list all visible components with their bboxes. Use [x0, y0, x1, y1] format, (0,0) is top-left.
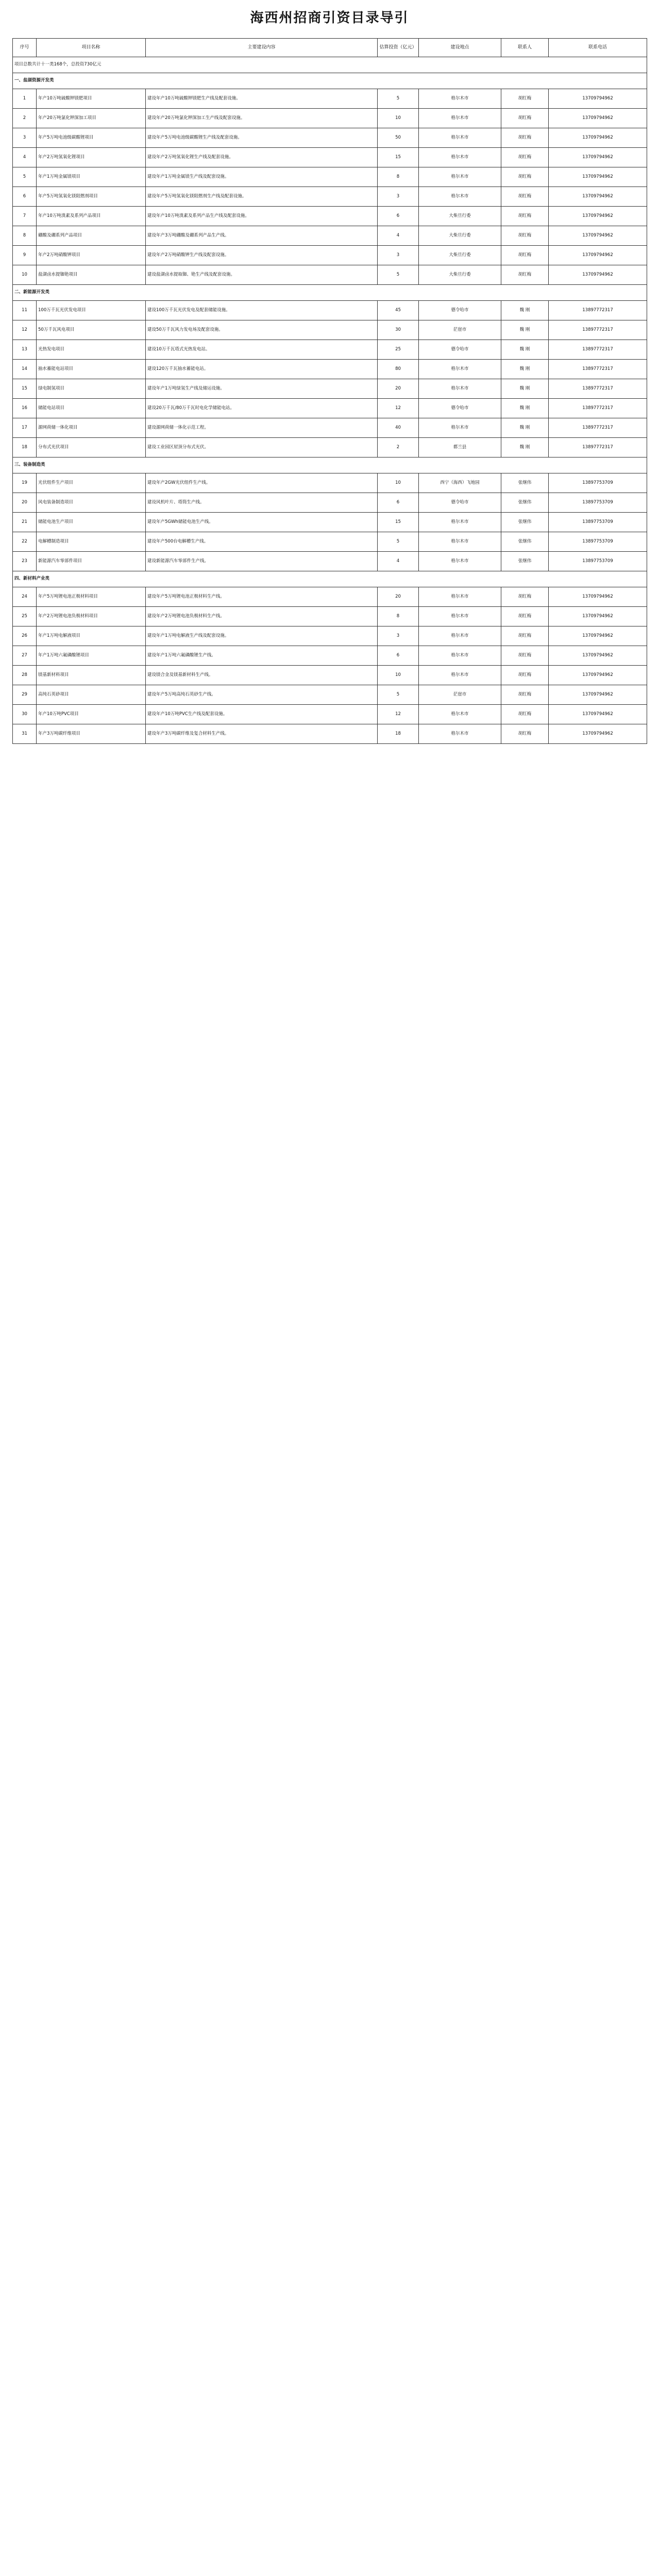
cell-contact: 胡红梅 — [501, 265, 549, 285]
cell-invest: 20 — [378, 587, 419, 607]
cell-place: 格尔木市 — [419, 148, 501, 167]
cell-no: 25 — [13, 607, 37, 626]
cell-no: 21 — [13, 513, 37, 532]
cell-content: 建设年产5万吨氢氧化镁阻燃剂生产线及配套设施。 — [146, 187, 378, 207]
cell-no: 26 — [13, 626, 37, 646]
cell-no: 1 — [13, 89, 37, 109]
cell-content: 建设10万千瓦塔式光热发电站。 — [146, 340, 378, 360]
cell-place: 格尔木市 — [419, 587, 501, 607]
cell-no: 10 — [13, 265, 37, 285]
cell-contact: 胡红梅 — [501, 246, 549, 265]
cell-no: 16 — [13, 399, 37, 418]
cell-contact: 魏 刚 — [501, 438, 549, 457]
cell-no: 12 — [13, 320, 37, 340]
cell-invest: 5 — [378, 532, 419, 552]
section-title: 三、装备制造类 — [13, 457, 647, 473]
header-place: 建设地点 — [419, 39, 501, 57]
cell-place: 格尔木市 — [419, 552, 501, 571]
table-row — [13, 438, 647, 457]
cell-invest: 6 — [378, 646, 419, 666]
cell-invest: 45 — [378, 301, 419, 320]
cell-invest: 8 — [378, 607, 419, 626]
cell-place: 格尔木市 — [419, 187, 501, 207]
cell-contact: 胡红梅 — [501, 587, 549, 607]
cell-invest: 2 — [378, 438, 419, 457]
cell-content: 建设盐湖卤水提取铷、铯生产线及配套设施。 — [146, 265, 378, 285]
table-row — [13, 607, 647, 626]
cell-invest: 40 — [378, 418, 419, 438]
cell-place: 格尔木市 — [419, 705, 501, 724]
cell-no: 31 — [13, 724, 37, 744]
cell-phone: 13897753709 — [549, 473, 647, 493]
cell-phone: 13897772317 — [549, 418, 647, 438]
cell-invest: 5 — [378, 89, 419, 109]
cell-place: 大柴旦行委 — [419, 226, 501, 246]
cell-invest: 18 — [378, 724, 419, 744]
table-row — [13, 626, 647, 646]
cell-place: 西宁（海西）飞地园 — [419, 473, 501, 493]
section-row — [13, 285, 647, 301]
cell-place: 德令哈市 — [419, 301, 501, 320]
cell-invest: 12 — [378, 399, 419, 418]
table-row — [13, 301, 647, 320]
table-row — [13, 246, 647, 265]
cell-content: 建设风机叶片、塔筒生产线。 — [146, 493, 378, 513]
cell-contact: 胡红梅 — [501, 685, 549, 705]
cell-contact: 胡红梅 — [501, 89, 549, 109]
cell-no: 29 — [13, 685, 37, 705]
cell-contact: 魏 刚 — [501, 301, 549, 320]
cell-name: 硼酸及硼系列产品项目 — [37, 226, 146, 246]
table-row — [13, 187, 647, 207]
cell-contact: 魏 刚 — [501, 320, 549, 340]
cell-contact: 魏 刚 — [501, 379, 549, 399]
cell-invest: 20 — [378, 379, 419, 399]
cell-name: 光伏组件生产项目 — [37, 473, 146, 493]
cell-name: 年产1万吨金属镁项目 — [37, 167, 146, 187]
cell-place: 格尔木市 — [419, 167, 501, 187]
cell-invest: 10 — [378, 473, 419, 493]
table-header-row — [13, 39, 647, 57]
cell-content: 建设年产5万吨锂电池正极材料生产线。 — [146, 587, 378, 607]
cell-no: 30 — [13, 705, 37, 724]
table-row — [13, 646, 647, 666]
cell-place: 德令哈市 — [419, 493, 501, 513]
cell-phone: 13709794962 — [549, 148, 647, 167]
cell-no: 7 — [13, 207, 37, 226]
cell-content: 建设镁合金及镁基新材料生产线。 — [146, 666, 378, 685]
header-phone: 联系电话 — [549, 39, 647, 57]
cell-place: 格尔木市 — [419, 418, 501, 438]
investment-table — [12, 38, 647, 744]
cell-no: 8 — [13, 226, 37, 246]
cell-content: 建设工业园区屋顶分布式光伏。 — [146, 438, 378, 457]
section-title: 四、新材料产业类 — [13, 571, 647, 587]
page-title: 海西州招商引资目录导引 — [250, 10, 409, 26]
cell-phone: 13709794962 — [549, 666, 647, 685]
table-row — [13, 399, 647, 418]
cell-place: 大柴旦行委 — [419, 207, 501, 226]
cell-contact: 胡红梅 — [501, 666, 549, 685]
cell-content: 建设年产500台电解槽生产线。 — [146, 532, 378, 552]
cell-name: 电解槽制造项目 — [37, 532, 146, 552]
table-row — [13, 724, 647, 744]
cell-invest: 25 — [378, 340, 419, 360]
cell-place: 格尔木市 — [419, 724, 501, 744]
cell-content: 建设年产3万吨碳纤维及复合材料生产线。 — [146, 724, 378, 744]
cell-invest: 12 — [378, 705, 419, 724]
cell-contact: 胡红梅 — [501, 187, 549, 207]
table-row — [13, 418, 647, 438]
table-row — [13, 666, 647, 685]
cell-invest: 6 — [378, 207, 419, 226]
cell-no: 14 — [13, 360, 37, 379]
cell-place: 格尔木市 — [419, 379, 501, 399]
cell-no: 19 — [13, 473, 37, 493]
header-contact: 联系人 — [501, 39, 549, 57]
cell-content: 建设年产2万吨氢氧化锂生产线及配套设施。 — [146, 148, 378, 167]
cell-phone: 13897753709 — [549, 493, 647, 513]
cell-content: 建设年产10万吨PVC生产线及配套设施。 — [146, 705, 378, 724]
cell-contact: 胡红梅 — [501, 705, 549, 724]
cell-content: 建设年产3万吨硼酸及硼系列产品生产线。 — [146, 226, 378, 246]
table-row — [13, 493, 647, 513]
cell-place: 格尔木市 — [419, 513, 501, 532]
table-row — [13, 513, 647, 532]
cell-phone: 13709794962 — [549, 167, 647, 187]
cell-content: 建设年产1万吨电解液生产线及配套设施。 — [146, 626, 378, 646]
cell-phone: 13709794962 — [549, 89, 647, 109]
cell-phone: 13897772317 — [549, 438, 647, 457]
table-row — [13, 320, 647, 340]
cell-place: 大柴旦行委 — [419, 265, 501, 285]
section-row — [13, 571, 647, 587]
table-row — [13, 473, 647, 493]
cell-no: 3 — [13, 128, 37, 148]
cell-phone: 13709794962 — [549, 705, 647, 724]
cell-name: 抽水蓄能电站项目 — [37, 360, 146, 379]
table-row — [13, 532, 647, 552]
cell-contact: 魏 刚 — [501, 340, 549, 360]
cell-name: 年产1万吨电解液项目 — [37, 626, 146, 646]
cell-contact: 胡红梅 — [501, 148, 549, 167]
cell-content: 建设年产5万吨高纯石英砂生产线。 — [146, 685, 378, 705]
cell-place: 格尔木市 — [419, 666, 501, 685]
cell-contact: 胡红梅 — [501, 207, 549, 226]
cell-invest: 4 — [378, 552, 419, 571]
cell-place: 格尔木市 — [419, 646, 501, 666]
cell-contact: 魏 刚 — [501, 360, 549, 379]
table-row — [13, 128, 647, 148]
table-row — [13, 552, 647, 571]
table-row — [13, 705, 647, 724]
cell-contact: 胡红梅 — [501, 724, 549, 744]
cell-place: 茫崖市 — [419, 320, 501, 340]
table-row — [13, 148, 647, 167]
cell-contact: 胡红梅 — [501, 226, 549, 246]
cell-phone: 13897772317 — [549, 340, 647, 360]
cell-phone: 13709794962 — [549, 724, 647, 744]
cell-place: 格尔木市 — [419, 360, 501, 379]
cell-invest: 8 — [378, 167, 419, 187]
cell-content: 建设年产10万吨硫酸钾镁肥生产线及配套设施。 — [146, 89, 378, 109]
cell-phone: 13897753709 — [549, 552, 647, 571]
cell-no: 9 — [13, 246, 37, 265]
cell-name: 年产5万吨电池级碳酸锂项目 — [37, 128, 146, 148]
cell-place: 格尔木市 — [419, 532, 501, 552]
cell-no: 13 — [13, 340, 37, 360]
cell-invest: 10 — [378, 109, 419, 128]
header-invest: 估算投资（亿元） — [378, 39, 419, 57]
cell-place: 大柴旦行委 — [419, 246, 501, 265]
cell-phone: 13897753709 — [549, 513, 647, 532]
cell-phone: 13897772317 — [549, 320, 647, 340]
cell-place: 都兰县 — [419, 438, 501, 457]
cell-phone: 13897772317 — [549, 379, 647, 399]
cell-phone: 13709794962 — [549, 646, 647, 666]
cell-phone: 13709794962 — [549, 685, 647, 705]
cell-name: 风电装备制造项目 — [37, 493, 146, 513]
cell-name: 年产3万吨碳纤维项目 — [37, 724, 146, 744]
cell-contact: 张继伟 — [501, 493, 549, 513]
cell-name: 高纯石英砂项目 — [37, 685, 146, 705]
cell-content: 建设年产2GW光伏组件生产线。 — [146, 473, 378, 493]
cell-name: 100万千瓦光伏发电项目 — [37, 301, 146, 320]
cell-name: 绿电制氢项目 — [37, 379, 146, 399]
cell-content: 建设年产1万吨绿氢生产线及储运设施。 — [146, 379, 378, 399]
cell-phone: 13709794962 — [549, 207, 647, 226]
cell-contact: 胡红梅 — [501, 128, 549, 148]
cell-place: 德令哈市 — [419, 340, 501, 360]
cell-content: 建设源网荷储一体化示范工程。 — [146, 418, 378, 438]
table-row — [13, 265, 647, 285]
cell-name: 年产10万吨PVC项目 — [37, 705, 146, 724]
cell-content: 建设年产2万吨锂电池负极材料生产线。 — [146, 607, 378, 626]
table-row — [13, 226, 647, 246]
cell-place: 格尔木市 — [419, 89, 501, 109]
section-title: 一、盐湖资源开发类 — [13, 73, 647, 89]
table-row — [13, 340, 647, 360]
cell-contact: 魏 刚 — [501, 418, 549, 438]
table-row — [13, 167, 647, 187]
cell-invest: 30 — [378, 320, 419, 340]
cell-phone: 13897772317 — [549, 301, 647, 320]
table-row — [13, 379, 647, 399]
cell-no: 23 — [13, 552, 37, 571]
cell-phone: 13709794962 — [549, 246, 647, 265]
cell-name: 盐湖卤水提铷铯项目 — [37, 265, 146, 285]
cell-invest: 15 — [378, 513, 419, 532]
cell-contact: 张继伟 — [501, 532, 549, 552]
summary-row — [13, 57, 647, 73]
table-row — [13, 89, 647, 109]
cell-name: 源网荷储一体化项目 — [37, 418, 146, 438]
cell-no: 11 — [13, 301, 37, 320]
cell-phone: 13709794962 — [549, 109, 647, 128]
table-body — [13, 57, 647, 744]
cell-place: 格尔木市 — [419, 109, 501, 128]
cell-name: 年产10万吨溴素及系列产品项目 — [37, 207, 146, 226]
cell-name: 年产1万吨六氟磷酸锂项目 — [37, 646, 146, 666]
cell-no: 17 — [13, 418, 37, 438]
cell-no: 5 — [13, 167, 37, 187]
cell-name: 年产2万吨硝酸钾项目 — [37, 246, 146, 265]
cell-place: 格尔木市 — [419, 626, 501, 646]
table-row — [13, 685, 647, 705]
cell-phone: 13709794962 — [549, 187, 647, 207]
cell-no: 20 — [13, 493, 37, 513]
cell-name: 光热发电项目 — [37, 340, 146, 360]
cell-content: 建设年产20万吨氯化钾深加工生产线及配套设施。 — [146, 109, 378, 128]
table-row — [13, 109, 647, 128]
cell-content: 建设年产5GWh储能电池生产线。 — [146, 513, 378, 532]
cell-contact: 张继伟 — [501, 473, 549, 493]
cell-content: 建设20万千瓦/80万千瓦时电化学储能电站。 — [146, 399, 378, 418]
cell-name: 新能源汽车零部件项目 — [37, 552, 146, 571]
cell-name: 年产10万吨硫酸钾镁肥项目 — [37, 89, 146, 109]
cell-phone: 13709794962 — [549, 265, 647, 285]
cell-no: 24 — [13, 587, 37, 607]
cell-content: 建设年产5万吨电池级碳酸锂生产线及配套设施。 — [146, 128, 378, 148]
cell-name: 分布式光伏项目 — [37, 438, 146, 457]
cell-contact: 胡红梅 — [501, 607, 549, 626]
table-row — [13, 587, 647, 607]
cell-place: 德令哈市 — [419, 399, 501, 418]
header-content: 主要建设内容 — [146, 39, 378, 57]
cell-phone: 13897753709 — [549, 532, 647, 552]
cell-content: 建设年产1万吨六氟磷酸锂生产线。 — [146, 646, 378, 666]
cell-phone: 13709794962 — [549, 226, 647, 246]
cell-name: 镁基新材料项目 — [37, 666, 146, 685]
cell-no: 28 — [13, 666, 37, 685]
cell-content: 建设50万千瓦风力发电场及配套设施。 — [146, 320, 378, 340]
cell-name: 年产2万吨锂电池负极材料项目 — [37, 607, 146, 626]
cell-content: 建设年产2万吨硝酸钾生产线及配套设施。 — [146, 246, 378, 265]
cell-name: 储能电站项目 — [37, 399, 146, 418]
cell-invest: 3 — [378, 246, 419, 265]
cell-name: 年产5万吨锂电池正极材料项目 — [37, 587, 146, 607]
cell-contact: 胡红梅 — [501, 109, 549, 128]
cell-name: 年产20万吨氯化钾深加工项目 — [37, 109, 146, 128]
header-no: 序号 — [13, 39, 37, 57]
cell-invest: 3 — [378, 187, 419, 207]
cell-phone: 13709794962 — [549, 607, 647, 626]
cell-content: 建设新能源汽车零部件生产线。 — [146, 552, 378, 571]
cell-phone: 13709794962 — [549, 128, 647, 148]
cell-name: 年产5万吨氢氧化镁阻燃剂项目 — [37, 187, 146, 207]
cell-content: 建设年产1万吨金属镁生产线及配套设施。 — [146, 167, 378, 187]
cell-contact: 魏 刚 — [501, 399, 549, 418]
cell-invest: 80 — [378, 360, 419, 379]
cell-invest: 50 — [378, 128, 419, 148]
cell-contact: 胡红梅 — [501, 626, 549, 646]
cell-no: 18 — [13, 438, 37, 457]
summary-text: 项目总数共计十一类168个，总投资730亿元 — [13, 57, 647, 73]
header-name: 项目名称 — [37, 39, 146, 57]
cell-phone: 13709794962 — [549, 626, 647, 646]
table-row — [13, 207, 647, 226]
cell-phone: 13897772317 — [549, 360, 647, 379]
cell-place: 茫崖市 — [419, 685, 501, 705]
cell-contact: 张继伟 — [501, 513, 549, 532]
section-row — [13, 73, 647, 89]
section-title: 二、新能源开发类 — [13, 285, 647, 301]
cell-content: 建设100万千瓦光伏发电及配套储能设施。 — [146, 301, 378, 320]
cell-invest: 10 — [378, 666, 419, 685]
cell-invest: 15 — [378, 148, 419, 167]
cell-no: 22 — [13, 532, 37, 552]
cell-invest: 5 — [378, 265, 419, 285]
cell-no: 2 — [13, 109, 37, 128]
cell-phone: 13897772317 — [549, 399, 647, 418]
cell-invest: 5 — [378, 685, 419, 705]
cell-contact: 胡红梅 — [501, 167, 549, 187]
cell-content: 建设120万千瓦抽水蓄能电站。 — [146, 360, 378, 379]
cell-no: 6 — [13, 187, 37, 207]
cell-invest: 3 — [378, 626, 419, 646]
cell-content: 建设年产10万吨溴素及系列产品生产线及配套设施。 — [146, 207, 378, 226]
cell-no: 27 — [13, 646, 37, 666]
cell-contact: 胡红梅 — [501, 646, 549, 666]
table-row — [13, 360, 647, 379]
cell-contact: 张继伟 — [501, 552, 549, 571]
cell-place: 格尔木市 — [419, 128, 501, 148]
cell-no: 15 — [13, 379, 37, 399]
cell-name: 50万千瓦风电项目 — [37, 320, 146, 340]
cell-place: 格尔木市 — [419, 607, 501, 626]
section-row — [13, 457, 647, 473]
cell-invest: 4 — [378, 226, 419, 246]
cell-invest: 6 — [378, 493, 419, 513]
cell-name: 储能电池生产项目 — [37, 513, 146, 532]
cell-phone: 13709794962 — [549, 587, 647, 607]
cell-no: 4 — [13, 148, 37, 167]
cell-name: 年产2万吨氢氧化锂项目 — [37, 148, 146, 167]
